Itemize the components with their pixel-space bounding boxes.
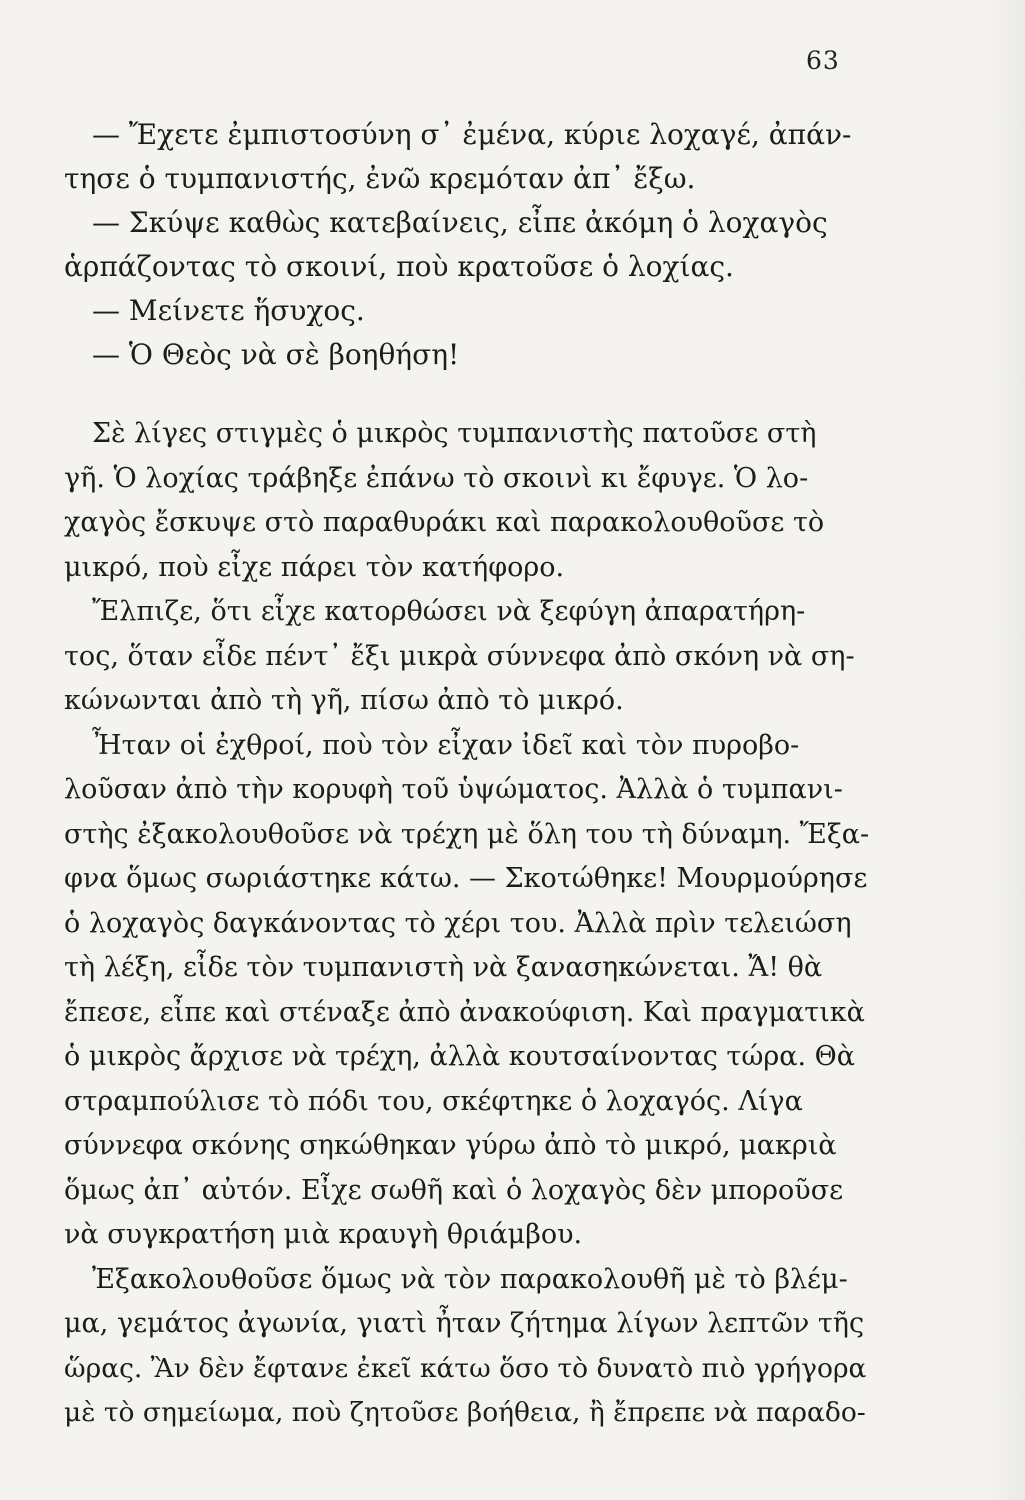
text-line: σύννεφα σκόνης σηκώθηκαν γύρω ἀπὸ τὸ μικρό, μακριὰ bbox=[64, 1130, 837, 1161]
text-line: τος, ὅταν εἶδε πέντ᾿ ἔξι μικρὰ σύννεφα ἀπὸ σκόνη νὰ ση- bbox=[64, 640, 855, 672]
text-line: — Μείνετε ἥσυχος. bbox=[92, 294, 365, 327]
text-line: στὴς ἐξακολουθοῦσε νὰ τρέχη μὲ ὅλη του τὴ δύναμη. Ἔξα- bbox=[64, 818, 870, 850]
body-paragraphs bbox=[64, 412, 879, 1436]
text-line: τὴ λέξη, εἶδε τὸν τυμπανιστὴ νὰ ξανασηκώνεται. Ἄ! θὰ bbox=[64, 952, 823, 983]
text-line: γῆ. Ὁ λοχίας τράβηξε ἐπάνω τὸ σκοινὶ κι ἔφυγε. Ὁ λο- bbox=[64, 462, 809, 494]
text-line: μα, γεμάτος ἀγωνία, γιατὶ ἦταν ζήτημα λίγων λεπτῶν τῆς bbox=[64, 1308, 865, 1339]
text-line: ὅμως ἀπ᾿ αὐτόν. Εἶχε σωθῆ καὶ ὁ λοχαγὸς δὲν μποροῦσε bbox=[64, 1174, 844, 1206]
text-line: — Σκύψε καθὼς κατεβαίνεις, εἶπε ἀκόμη ὁ λοχαγὸς bbox=[92, 206, 828, 239]
text-line: ὥρας. Ἂν δὲν ἔφτανε ἐκεῖ κάτω ὅσο τὸ δυνατὸ πιὸ γρήγορα bbox=[64, 1352, 867, 1384]
text-line: — Ἔχετε ἐμπιστοσύνη σ᾿ ἐμένα, κύριε λοχαγέ, ἀπάν- bbox=[92, 118, 852, 151]
text-line: Ἦταν οἱ ἐχθροί, ποὺ τὸν εἶχαν ἰδεῖ καὶ τὸν πυροβο- bbox=[92, 729, 800, 761]
dialog-paragraphs bbox=[64, 113, 879, 377]
text-line: Σὲ λίγες στιγμὲς ὁ μικρὸς τυμπανιστὴς πατοῦσε στὴ bbox=[92, 418, 817, 449]
text-line: κώνωνται ἀπὸ τὴ γῆ, πίσω ἀπὸ τὸ μικρό. bbox=[64, 685, 624, 716]
text-line: μικρό, ποὺ εἶχε πάρει τὸν κατήφορο. bbox=[64, 551, 565, 583]
text-line: ἁρπάζοντας τὸ σκοινί, ποὺ κρατοῦσε ὁ λοχίας. bbox=[64, 250, 734, 283]
text-line: ἔπεσε, εἶπε καὶ στέναξε ἀπὸ ἀνακούφιση. Καὶ πραγματικὰ bbox=[64, 996, 865, 1028]
text-line: χαγὸς ἔσκυψε στὸ παραθυράκι καὶ παρακολουθοῦσε τὸ bbox=[64, 507, 825, 538]
text-line: ὁ λοχαγὸς δαγκάνοντας τὸ χέρι του. Ἀλλὰ πρὶν τελειώση bbox=[64, 907, 852, 939]
text-line: τησε ὁ τυμπανιστής, ἐνῶ κρεμόταν ἀπ᾿ ἔξω. bbox=[64, 162, 696, 195]
text-line: Ἔλπιζε, ὅτι εἶχε κατορθώσει νὰ ξεφύγη ἀπαρατήρη- bbox=[92, 596, 806, 627]
text-line: νὰ συγκρατήση μιὰ κραυγὴ θριάμβου. bbox=[64, 1219, 583, 1250]
text-line: λοῦσαν ἀπὸ τὴν κορυφὴ τοῦ ὑψώματος. Ἀλλὰ ὁ τυμπανι- bbox=[64, 774, 843, 805]
page-edge-shadow bbox=[985, 0, 1025, 1500]
text-line: Ἐξακολουθοῦσε ὅμως νὰ τὸν παρακολουθῆ μὲ τὸ βλέμ- bbox=[92, 1263, 848, 1295]
text-line: ὁ μικρὸς ἄρχισε νὰ τρέχη, ἀλλὰ κουτσαίνοντας τώρα. Θὰ bbox=[64, 1041, 856, 1072]
text-line: στραμπούλισε τὸ πόδι του, σκέφτηκε ὁ λοχαγός. Λίγα bbox=[64, 1085, 803, 1117]
text-line: — Ὁ Θεὸς νὰ σὲ βοηθήση! bbox=[92, 338, 460, 371]
text-line: φνα ὅμως σωριάστηκε κάτω. — Σκοτώθηκε! Μουρμούρησε bbox=[64, 863, 868, 894]
text-line: μὲ τὸ σημείωμα, ποὺ ζητοῦσε βοήθεια, ἢ ἔπρεπε νὰ παραδο- bbox=[64, 1397, 866, 1428]
page-number: 63 bbox=[806, 46, 840, 75]
